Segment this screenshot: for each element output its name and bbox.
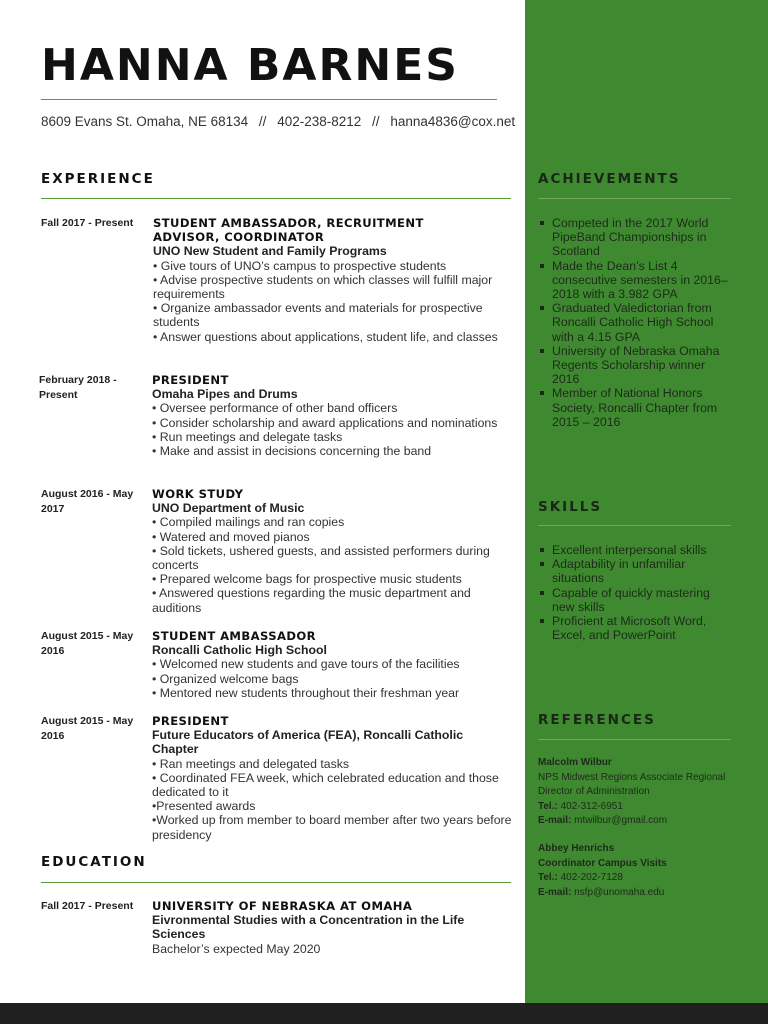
entry-role: PRESIDENT <box>152 373 229 387</box>
references-divider <box>538 739 731 740</box>
experience-heading: EXPERIENCE <box>41 171 155 187</box>
experience-divider <box>41 198 511 199</box>
entry-date: Fall 2017 - Present <box>41 900 134 912</box>
address: 8609 Evans St. Omaha, NE 68134 <box>41 114 249 129</box>
program-name: Eivronmental Studies with a Concentration in the Life Sciences <box>152 913 465 942</box>
reference-tel-value: 402-202-7128 <box>560 872 623 883</box>
entry-bullet: • Mentored new students throughout their freshman year <box>152 685 460 700</box>
name-divider <box>41 99 497 100</box>
entry-date: August 2015 - May 2016 <box>41 630 134 657</box>
entry-bullet: • Organize ambassador events and materials for prospective students <box>153 301 483 330</box>
tel-label: Tel.: <box>538 800 558 812</box>
entry-org: Omaha Pipes and Drums <box>152 387 298 402</box>
entry-bullet: • Watered and moved pianos <box>152 529 310 544</box>
degree-note: Bachelor’s expected May 2020 <box>152 941 321 956</box>
entry-org: UNO New Student and Family Programs <box>153 244 387 259</box>
entry-org: Future Educators of America (FEA), Roncalli Catholic Chapter <box>152 728 464 757</box>
references-heading: REFERENCES <box>538 712 656 728</box>
reference-name: Abbey Henrichs <box>538 843 615 854</box>
reference-email-value[interactable]: nsfp@unomaha.edu <box>574 886 665 898</box>
entry-bullet: • Consider scholarship and award applications and nominations <box>152 415 498 430</box>
skills-divider <box>538 525 731 526</box>
entry-body <box>152 373 512 458</box>
email[interactable]: hanna4836@cox.net <box>390 114 516 129</box>
achievements-divider <box>538 198 731 199</box>
reference-title: NPS Midwest Regions Associate Regional Director of Administration <box>538 771 726 797</box>
entry-bullet: • Compiled mailings and ran copies <box>152 515 345 530</box>
entry-date: August 2016 - May 2017 <box>41 488 134 515</box>
entry-bullet: • Sold tickets, ushered guests, and assisted performers during concerts <box>152 543 490 573</box>
entry-body <box>152 714 512 842</box>
skill-item: Capable of quickly mastering new skills <box>538 586 733 614</box>
entry-role: STUDENT AMBASSADOR <box>152 629 316 643</box>
achievements-heading: ACHIEVEMENTS <box>538 171 681 187</box>
footer-bar <box>0 1003 768 1024</box>
reference-tel <box>538 800 738 815</box>
skill-item: Adaptability in unfamiliar situations <box>538 557 733 585</box>
achievement-item: Competed in the 2017 World PipeBand Championships in Scotland <box>538 216 733 259</box>
reference-email-value[interactable]: mtwilbur@gmail.com <box>574 815 668 826</box>
education-divider <box>41 882 511 883</box>
skill-item: Proficient at Microsoft Word, Excel, and PowerPoint <box>538 614 733 642</box>
entry-bullet: • Advise prospective students on which classes will fulfill major requirements <box>153 272 493 302</box>
contact-separator: // <box>372 114 380 129</box>
achievement-item: Graduated Valedictorian from Roncalli Catholic High School with a 4.15 GPA <box>538 301 733 344</box>
entry-body <box>152 629 512 700</box>
achievement-item: Made the Dean’s List 4 consecutive semesters in 2016–2018 with a 3.982 GPA <box>538 259 733 302</box>
entry-role: WORK STUDY <box>152 487 244 501</box>
entry-role: PRESIDENT <box>152 714 229 728</box>
reference-name: Malcolm Wilbur <box>538 757 612 768</box>
entry-org: Roncalli Catholic High School <box>152 643 327 658</box>
entry-bullet: •Presented awards <box>152 799 256 814</box>
entry-bullet: • Oversee performance of other band officers <box>152 401 398 416</box>
phone: 402-238-8212 <box>277 114 362 129</box>
entry-bullet: • Organized welcome bags <box>152 671 299 686</box>
reference-tel-value: 402-312-6951 <box>560 800 623 812</box>
email-label: E-mail: <box>538 815 572 826</box>
achievements-list <box>538 216 733 429</box>
contact-separator: // <box>258 114 267 129</box>
skill-item: Excellent interpersonal skills <box>538 543 733 557</box>
entry-bullet: • Prepared welcome bags for prospective music students <box>152 572 462 587</box>
entry-date: August 2015 - May 2016 <box>41 715 134 742</box>
contact-line <box>41 114 515 129</box>
achievement-item: University of Nebraska Omaha Regents Scholarship winner 2016 <box>538 344 733 387</box>
candidate-name: HANNA BARNES <box>41 40 459 91</box>
reference-title: Coordinator Campus Visits <box>538 857 667 869</box>
education-heading: EDUCATION <box>41 854 147 870</box>
tel-label: Tel.: <box>538 872 558 883</box>
entry-org: UNO Department of Music <box>152 501 305 516</box>
entry-bullet: • Run meetings and delegate tasks <box>152 429 343 444</box>
entry-body <box>152 899 512 956</box>
achievement-item: Member of National Honors Society, Roncalli Chapter from 2015 – 2016 <box>538 386 733 429</box>
reference-email <box>538 886 758 901</box>
reference-entry <box>538 842 758 900</box>
skills-heading: SKILLS <box>538 499 603 515</box>
reference-tel <box>538 871 758 886</box>
entry-bullet: • Answered questions regarding the music department and auditions <box>152 586 471 615</box>
entry-bullet: • Ran meetings and delegated tasks <box>152 756 350 771</box>
entry-body <box>153 216 513 344</box>
entry-bullet: • Answer questions about applications, student life, and classes <box>153 329 498 344</box>
reference-entry <box>538 756 738 829</box>
entry-bullet: • Welcomed new students and gave tours of the facilities <box>152 657 460 672</box>
entry-bullet: • Give tours of UNO’s campus to prospective students <box>153 258 447 273</box>
entry-bullet: • Coordinated FEA week, which celebrated education and those dedicated to it <box>152 770 499 800</box>
entry-date: Fall 2017 - Present <box>41 217 134 229</box>
entry-body <box>152 487 512 615</box>
email-label: E-mail: <box>538 886 572 898</box>
entry-bullet: •Worked up from member to board member after two years before presidency <box>152 813 512 842</box>
school-name: UNIVERSITY OF NEBRASKA AT OMAHA <box>152 899 413 913</box>
entry-role: STUDENT AMBASSADOR, RECRUITMENT ADVISOR, COORDINATOR <box>153 216 424 245</box>
skills-list <box>538 543 733 642</box>
reference-email <box>538 814 738 829</box>
sidebar <box>525 0 768 1003</box>
entry-date: February 2018 - Present <box>39 374 117 401</box>
entry-bullet: • Make and assist in decisions concerning the band <box>152 444 432 459</box>
